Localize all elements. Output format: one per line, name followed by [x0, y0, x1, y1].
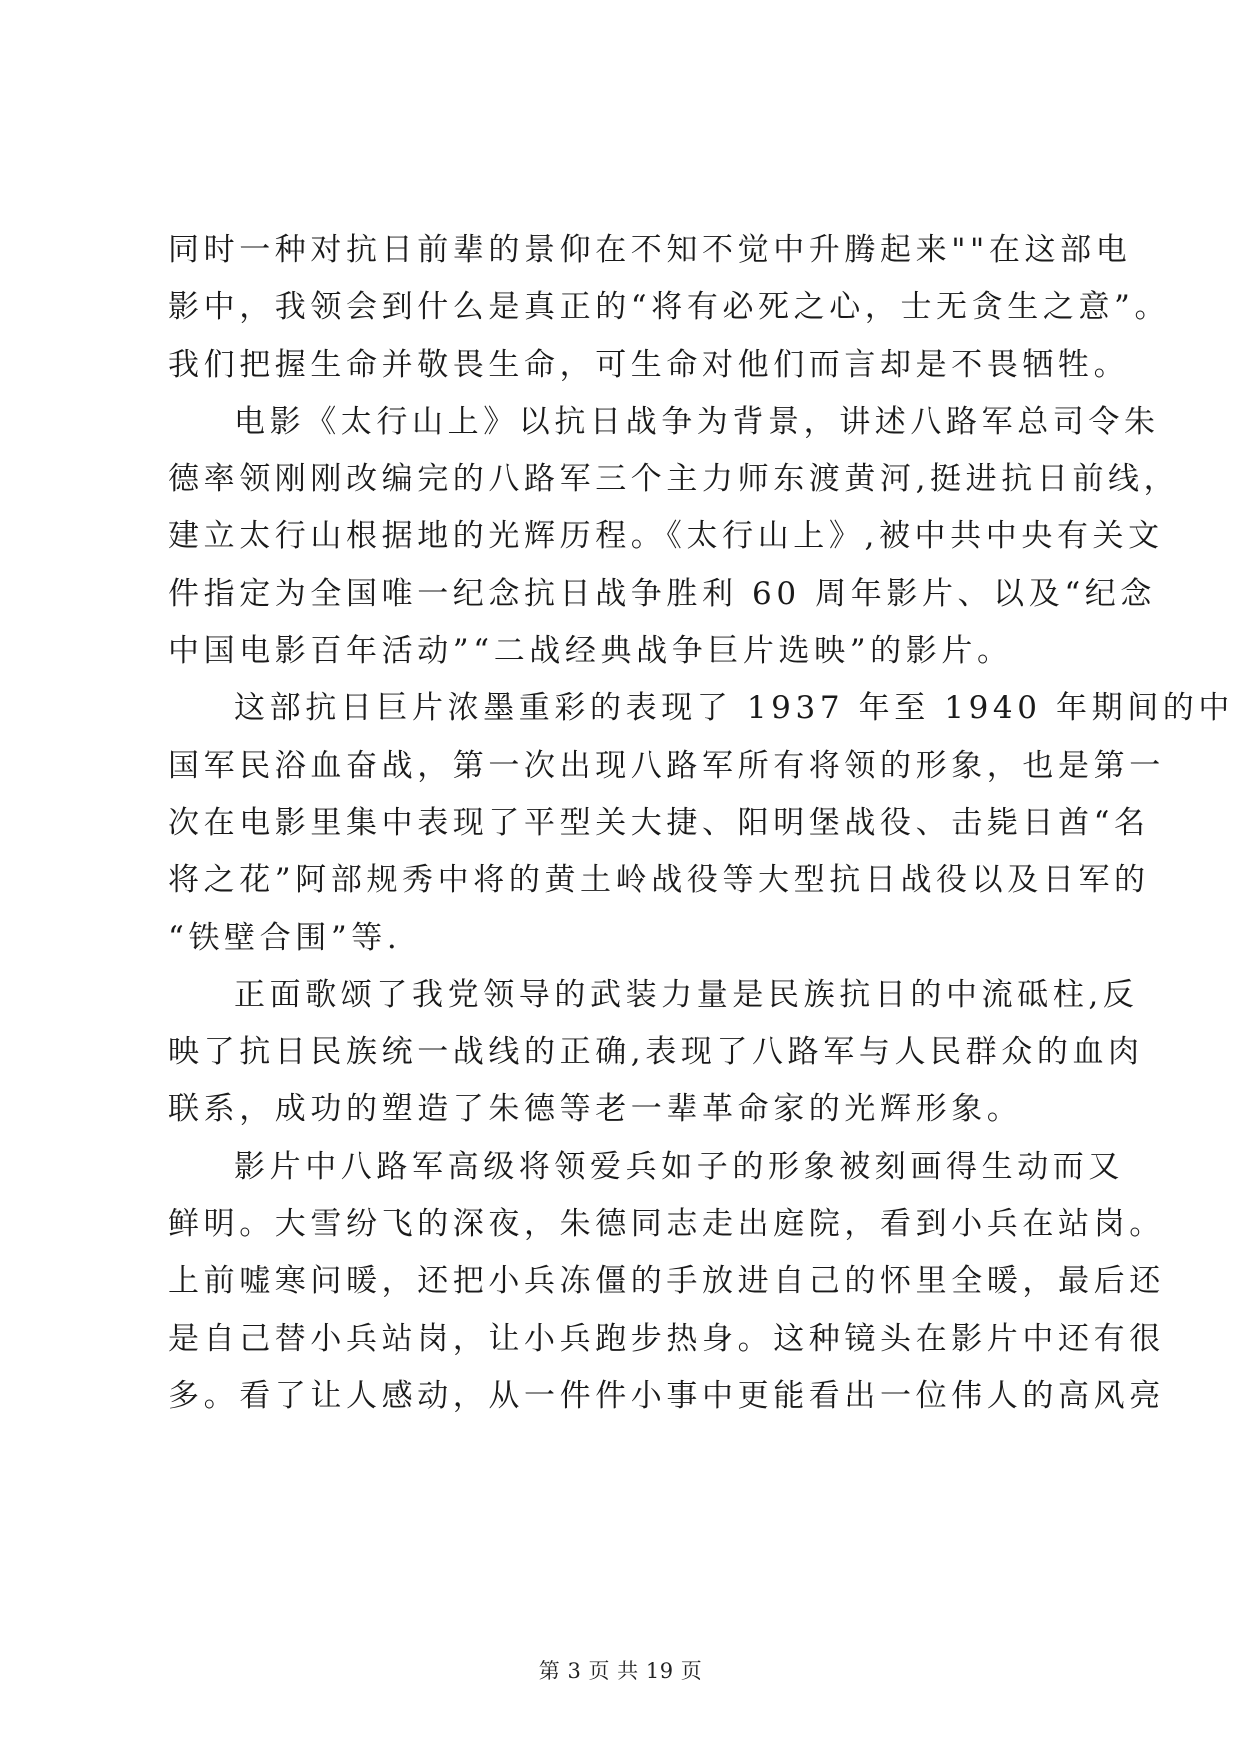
text-line: 德率领刚刚改编完的八路军三个主力师东渡黄河,挺进抗日前线，	[168, 461, 1180, 498]
text-line: “铁壁合围”等.	[168, 919, 402, 956]
paragraph-first-line: 正面歌颂了我党领导的武装力量是民族抗日的中流砥柱,反	[234, 976, 1139, 1013]
text-line: 次在电影里集中表现了平型关大捷、阳明堡战役、击毙日酋“名	[168, 804, 1150, 841]
text-line: 多。看了让人感动，从一件件小事中更能看出一位伟人的高风亮	[168, 1377, 1165, 1414]
text-line: 国军民浴血奋战，第一次出现八路军所有将领的形象，也是第一	[168, 747, 1165, 784]
text-line: 鲜明。大雪纷飞的深夜，朱德同志走出庭院，看到小兵在站岗。	[168, 1206, 1165, 1243]
text-line: 是自己替小兵站岗，让小兵跑步热身。这种镜头在影片中还有很	[168, 1320, 1165, 1357]
text-line: 我们把握生命并敬畏生命，可生命对他们而言却是不畏牺牲。	[168, 346, 1130, 383]
paragraph-first-line: 电影《太行山上》以抗日战争为背景，讲述八路军总司令朱	[234, 403, 1160, 440]
text-line: 建立太行山根据地的光辉历程。《太行山上》,被中共中央有关文	[168, 518, 1164, 555]
text-line: 中国电影百年活动”“二战经典战争巨片选映”的影片。	[168, 633, 1013, 670]
text-line: 影中，我领会到什么是真正的“将有必死之心，士无贪生之意”。	[168, 289, 1171, 326]
paragraph-first-line: 影片中八路军高级将领爱兵如子的形象被刻画得生动而又	[234, 1148, 1124, 1185]
text-line: 将之花”阿部规秀中将的黄土岭战役等大型抗日战役以及日军的	[168, 862, 1150, 899]
body-text	[168, 222, 1234, 1425]
paragraph-first-line: 这部抗日巨片浓墨重彩的表现了 1937 年至 1940 年期间的中	[234, 690, 1234, 727]
text-line: 联系，成功的塑造了朱德等老一辈革命家的光辉形象。	[168, 1091, 1023, 1128]
text-line: 映了抗日民族统一战线的正确,表现了八路军与人民群众的血肉	[168, 1034, 1144, 1071]
text-line: 件指定为全国唯一纪念抗日战争胜利 60 周年影片、以及“纪念	[168, 575, 1156, 612]
text-line: 同时一种对抗日前辈的景仰在不知不觉中升腾起来""在这部电	[168, 232, 1132, 268]
text-line: 上前嘘寒问暖，还把小兵冻僵的手放进自己的怀里全暖，最后还	[168, 1263, 1165, 1300]
page-number-footer: 第 3 页 共 19 页	[538, 1659, 703, 1683]
